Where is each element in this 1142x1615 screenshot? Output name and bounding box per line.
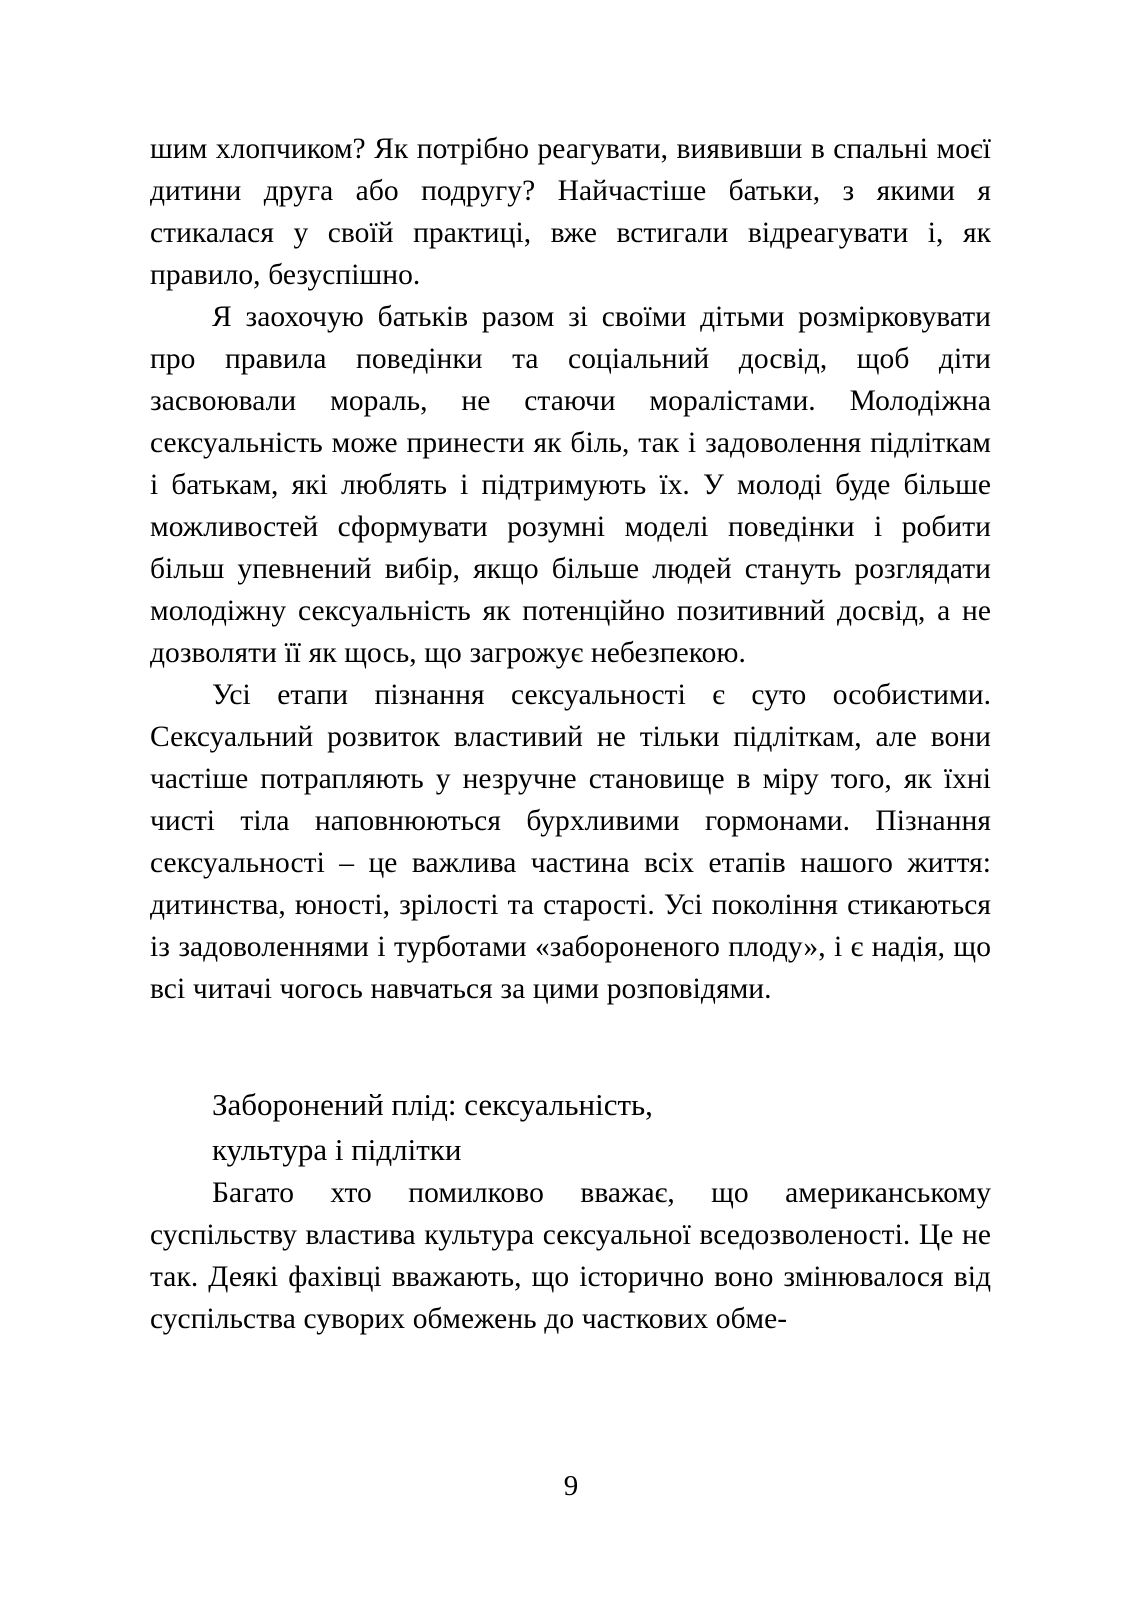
paragraph-continuation: шим хлопчиком? Як потрібно реагувати, виявивши в спальні моєї дитини друга або подругу? Найчастіше батьки, з якими я стикалася у своїй практиці, вже встигали відреагувати і, як правило, безуспішно. — [150, 133, 991, 291]
text-column — [150, 128, 991, 1340]
page-number: 9 — [563, 1470, 579, 1502]
section-heading-line-1: Заборонений плід: сексуальність, — [212, 1087, 653, 1122]
paragraph-stages-of-sexuality: Усі етапи пізнання сексуальності є суто особистими. Сексуальний розвиток властивий не тільки підліткам, але вони частіше потрапляють у незручне становище в міру того, як їхні чисті тіла наповнюються бурхливими гормонами. Пізнання сексуальності – це важлива частина всіх етапів нашого життя: дитинства, юності, зрілості та старості. Усі покоління стикаються із задоволеннями і турботами «забороненого плоду», і є надія, що всі читачі чогось навчаться за цими розповідями. — [150, 679, 991, 1005]
section-heading-line-2: культура і підлітки — [212, 1132, 462, 1167]
paragraph-american-society: Багато хто помилково вважає, що американському суспільству властива культура сексуальної вседозволеності. Це не так. Деякі фахівці вважають, що історично воно змінювалося від суспільства суворих обмежень до часткових обме- — [150, 1177, 991, 1335]
section-heading-block — [150, 1082, 991, 1172]
paragraph-encourage-parents: Я заохочую батьків разом зі своїми дітьми розмірковувати про правила поведінки та соціальний досвід, щоб діти засвоювали мораль, не стаючи моралістами. Молодіжна сексуальність може принести як біль, так і задоволення підліткам і батькам, які люблять і підтримують їх. У молоді буде більше можливостей сформувати розумні моделі поведінки і робити більш упевнений вибір, якщо більше людей стануть розглядати молодіжну сексуальність як потенційно позитивний досвід, а не дозволяти її як щось, що загрожує небезпекою. — [150, 301, 991, 669]
